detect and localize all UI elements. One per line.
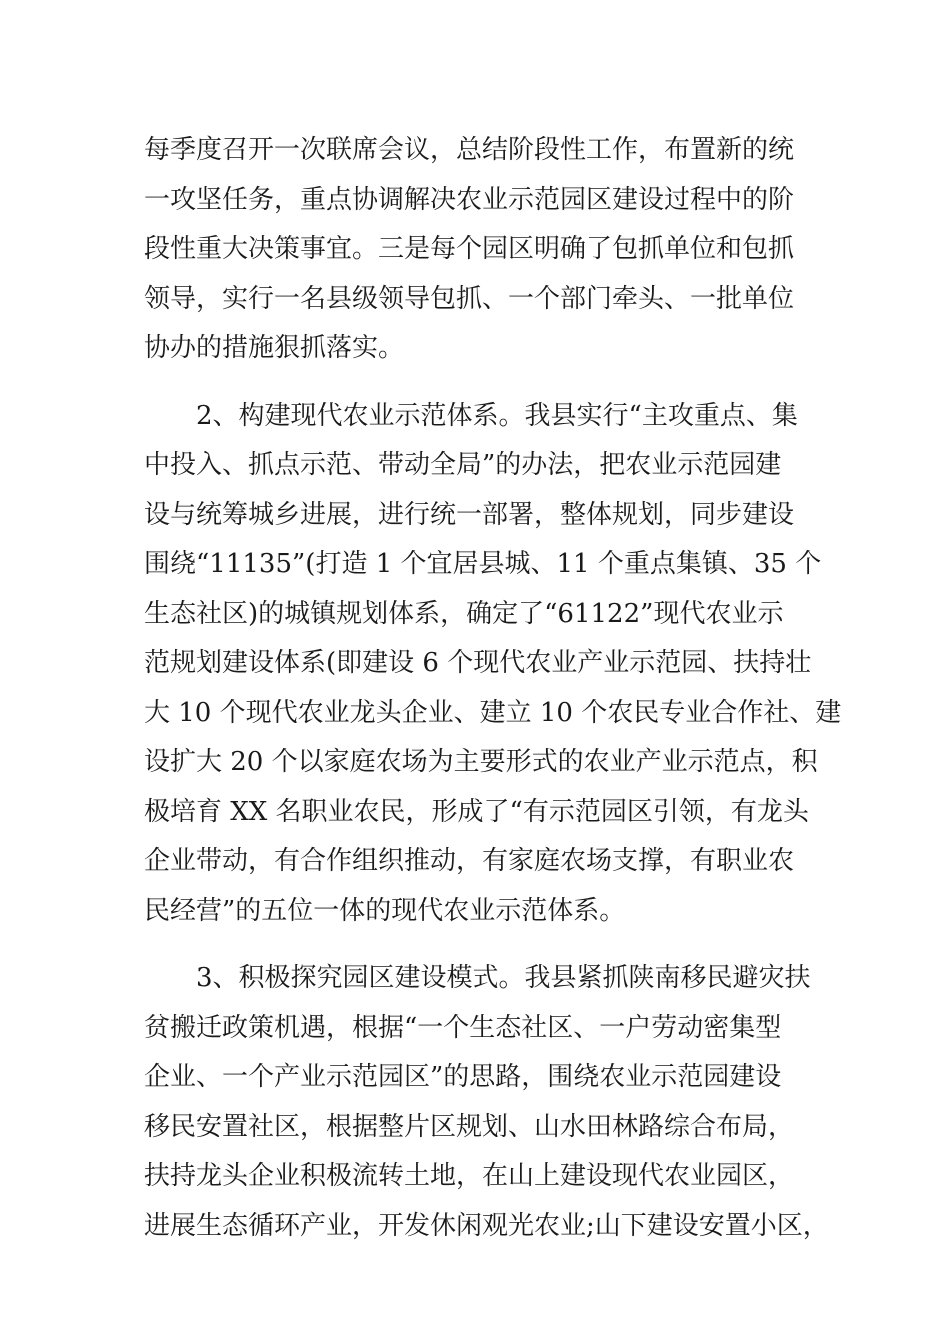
text-line: 大 10 个现代农业龙头企业、建立 10 个农民专业合作社、建 — [144, 697, 842, 728]
text-line: 领导，实行一名县级领导包抓、一个部门牵头、一批单位 — [144, 283, 795, 314]
paragraph — [144, 392, 842, 937]
text-line: 2、构建现代农业示范体系。我县实行“主攻重点、集 — [196, 400, 798, 431]
text-line: 协办的措施狠抓落实。 — [144, 333, 405, 363]
document-body — [144, 126, 842, 1251]
text-line: 企业、一个产业示范园区”的思路，围绕农业示范园建设 — [144, 1062, 782, 1092]
text-line: 段性重大决策事宜。三是每个园区明确了包抓单位和包抓 — [144, 234, 795, 264]
paragraph — [144, 954, 829, 1251]
paragraph-gap — [144, 936, 824, 954]
text-line: 围绕“11135”(打造 1 个宜居县城、11 个重点集镇、35 个 — [144, 549, 822, 579]
text-line: 民经营”的五位一体的现代农业示范体系。 — [144, 895, 626, 926]
text-line: 企业带动，有合作组织推动，有家庭农场支撑，有职业农 — [144, 846, 795, 876]
text-line: 中投入、抓点示范、带动全局”的办法，把农业示范园建 — [144, 450, 782, 480]
text-line: 移民安置社区，根据整片区规划、山水田林路综合布局， — [144, 1111, 795, 1142]
text-line: 设扩大 20 个以家庭农场为主要形式的农业产业示范点，积 — [144, 747, 818, 777]
text-line: 一攻坚任务，重点协调解决农业示范园区建设过程中的阶 — [144, 184, 795, 215]
paragraph — [144, 126, 824, 374]
text-line: 设与统筹城乡进展，进行统一部署，整体规划，同步建设 — [144, 499, 795, 530]
text-line: 每季度召开一次联席会议，总结阶段性工作，布置新的统 — [144, 135, 795, 165]
text-line: 贫搬迁政策机遇，根据“一个生态社区、一户劳动密集型 — [144, 1012, 782, 1043]
paragraph-gap — [144, 374, 824, 392]
text-line: 生态社区)的城镇规划体系，确定了“61122”现代农业示 — [144, 598, 784, 629]
text-line: 3、积极探究园区建设模式。我县紧抓陕南移民避灾扶 — [196, 963, 811, 993]
text-line: 极培育 XX 名职业农民，形成了“有示范园区引领，有龙头 — [144, 796, 809, 827]
text-line: 范规划建设体系(即建设 6 个现代农业产业示范园、扶持壮 — [144, 648, 812, 678]
text-line: 进展生态循环产业，开发休闲观光农业;山下建设安置小区， — [144, 1210, 829, 1241]
text-line: 扶持龙头企业积极流转土地，在山上建设现代农业园区， — [144, 1161, 795, 1191]
